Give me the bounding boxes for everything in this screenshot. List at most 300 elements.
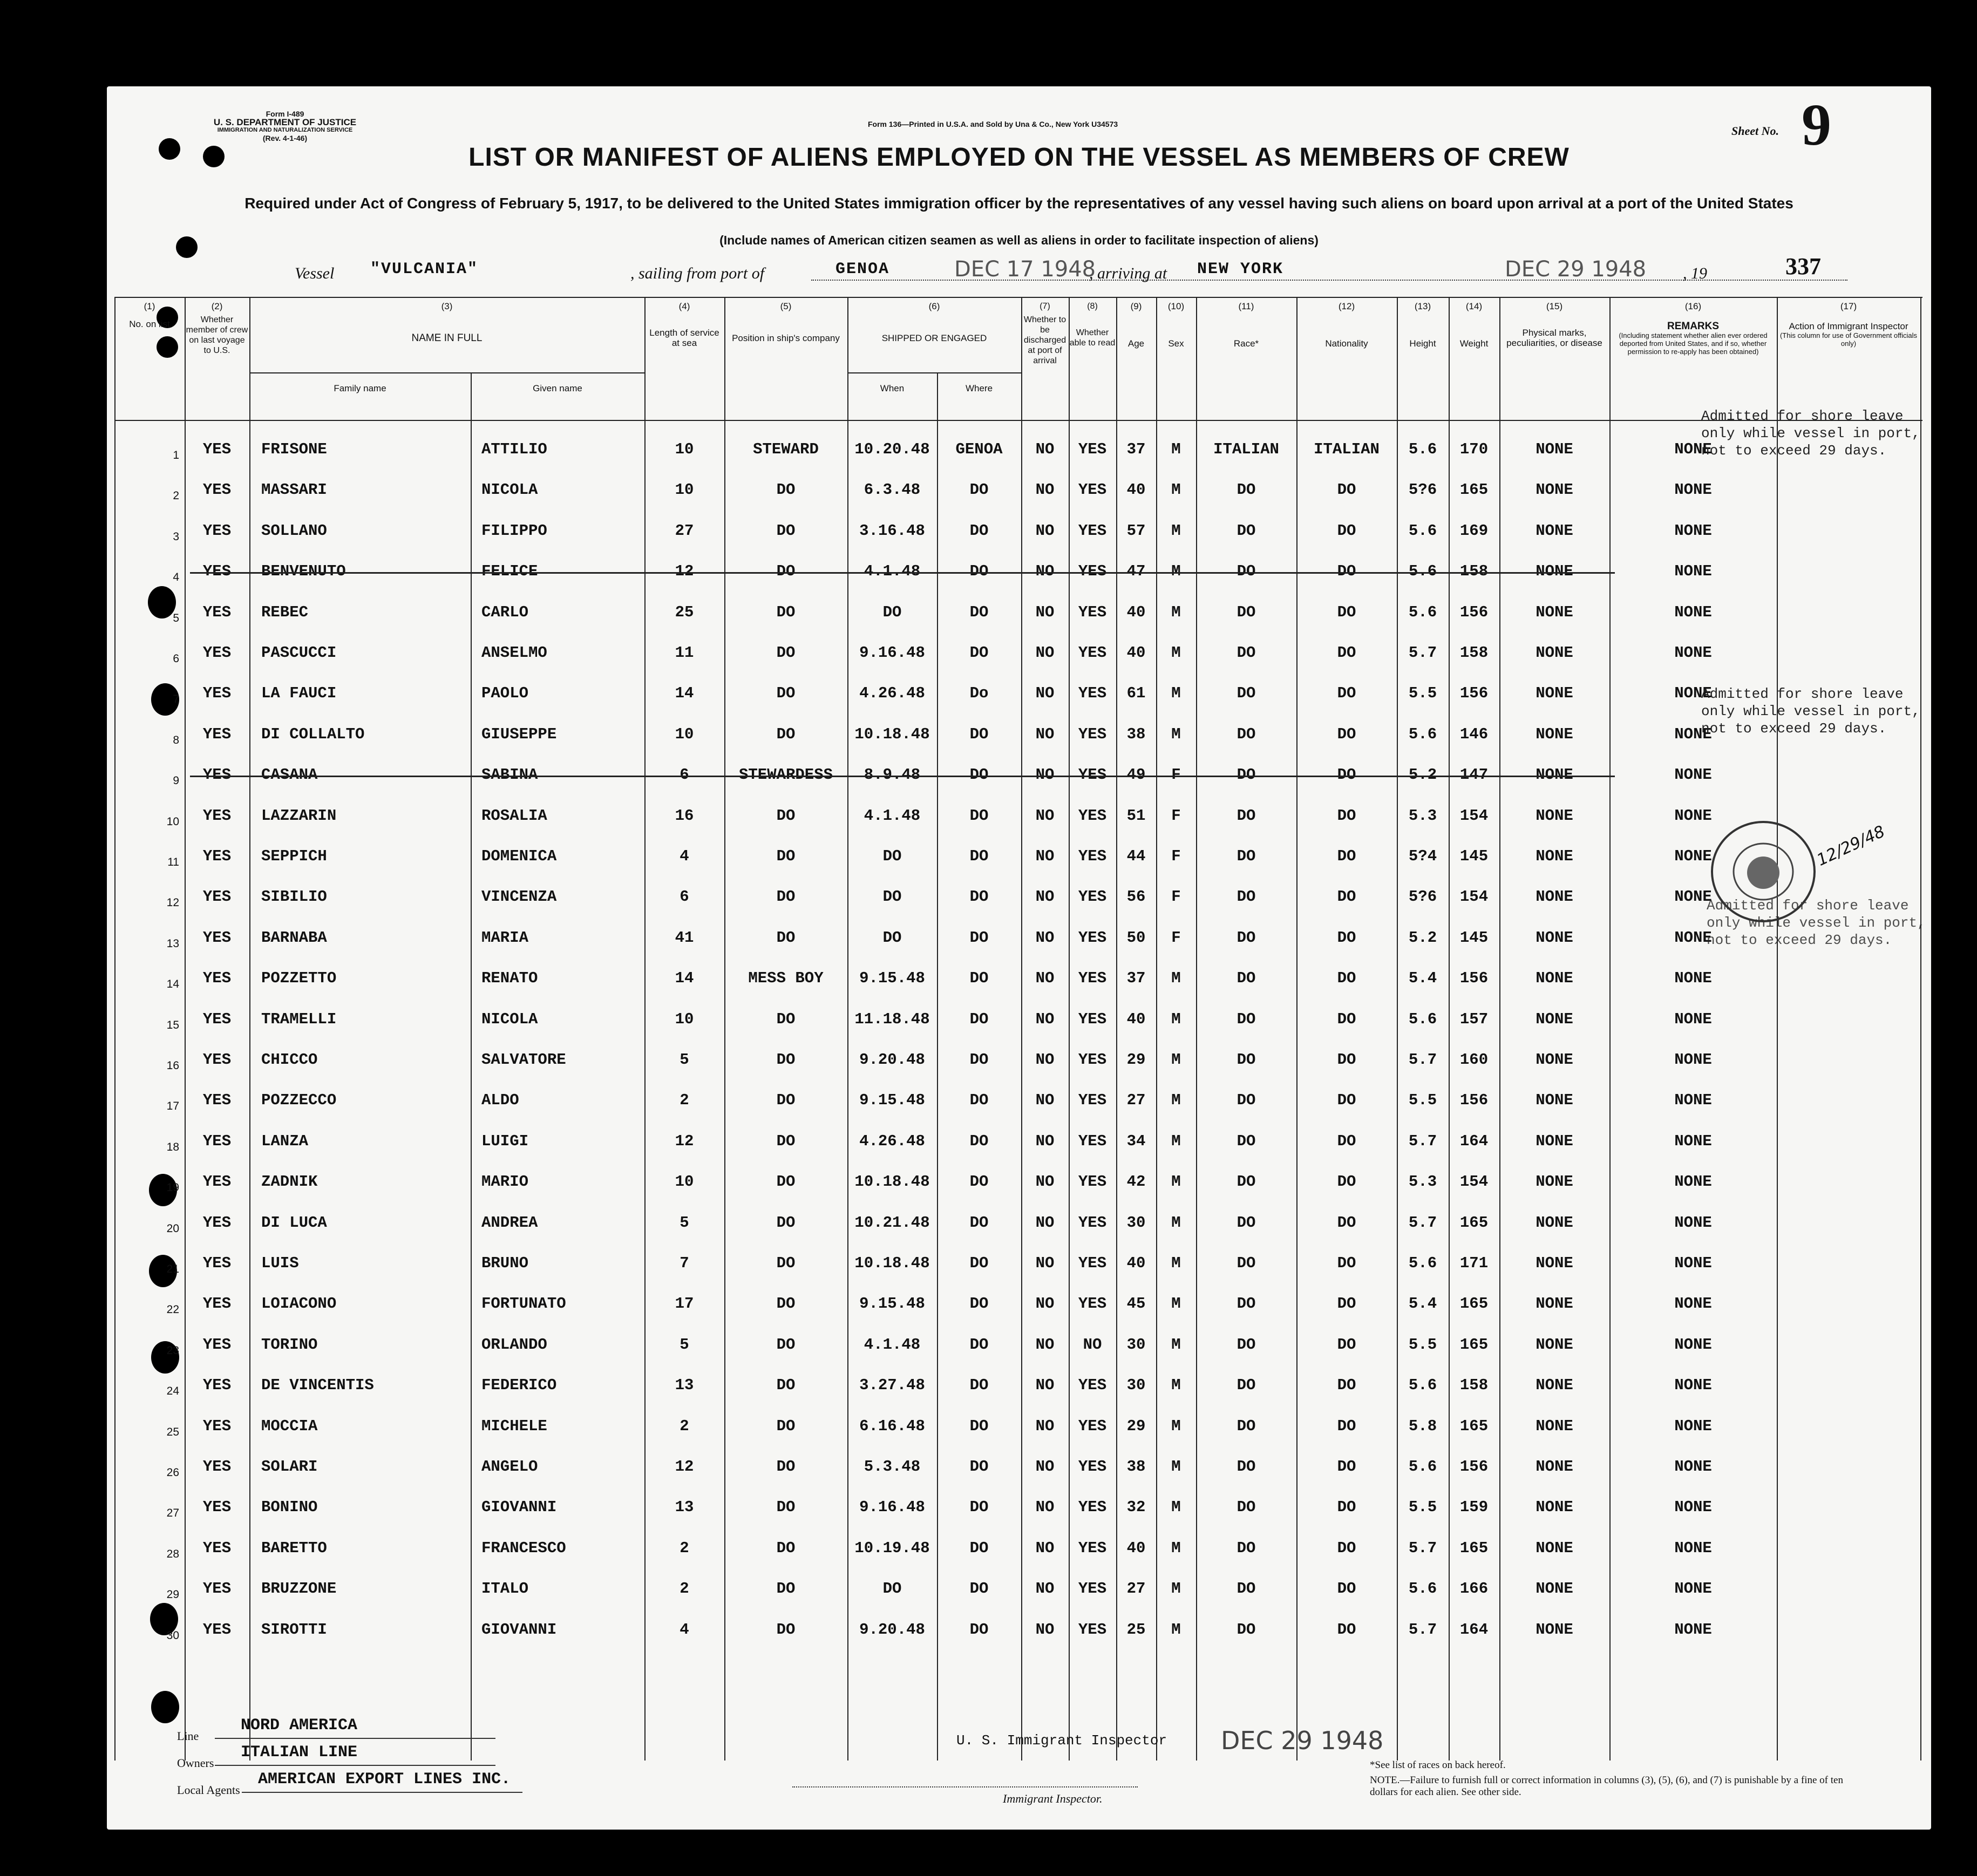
- row-number: 12: [166, 896, 179, 909]
- cell-position: DO: [776, 806, 796, 825]
- cell-remarks: NONE: [1674, 1417, 1712, 1435]
- row-number: 10: [166, 815, 179, 828]
- cell-given: DOMENICA: [481, 847, 557, 865]
- cell-height: 5.2: [1408, 928, 1437, 947]
- cell-race: DO: [1237, 1620, 1256, 1639]
- cell-family: BONINO: [261, 1498, 318, 1517]
- cell-height: 5.5: [1408, 1498, 1437, 1517]
- table-row: [114, 1203, 1922, 1243]
- cell-family: LA FAUCI: [261, 684, 337, 703]
- cell-family: BENVENUTO: [261, 562, 346, 581]
- cell-disch: NO: [1035, 521, 1055, 540]
- cell-sex: M: [1171, 481, 1181, 499]
- cell-read: YES: [1078, 1376, 1107, 1395]
- cell-crew: YES: [202, 1091, 232, 1110]
- cell-race: DO: [1237, 1213, 1256, 1232]
- cell-position: DO: [776, 1539, 796, 1557]
- cell-when: 9.15.48: [859, 1091, 925, 1110]
- cell-service: 41: [675, 928, 694, 947]
- cell-weight: 145: [1459, 928, 1489, 947]
- cell-disch: NO: [1035, 1458, 1055, 1476]
- cell-nat: DO: [1337, 1539, 1356, 1557]
- cell-position: MESS BOY: [748, 969, 824, 988]
- cell-remarks: NONE: [1674, 521, 1712, 540]
- col-10-header: (10) Sex: [1167, 301, 1185, 349]
- cell-height: 5.4: [1408, 1295, 1437, 1313]
- cell-remarks: NONE: [1674, 1498, 1712, 1517]
- cell-position: DO: [776, 1376, 796, 1395]
- cell-crew: YES: [202, 1580, 232, 1598]
- cell-nat: DO: [1337, 481, 1356, 499]
- row-number: 20: [166, 1222, 179, 1235]
- col-9-header: (9) Age: [1127, 301, 1145, 349]
- cell-sex: M: [1171, 1620, 1181, 1639]
- cell-marks: NONE: [1536, 766, 1573, 784]
- cell-where: DO: [969, 888, 989, 906]
- cell-height: 5.7: [1408, 1620, 1437, 1639]
- cell-race: DO: [1237, 603, 1256, 621]
- cell-crew: YES: [202, 1010, 232, 1028]
- cell-race: DO: [1237, 1295, 1256, 1313]
- table-row: [114, 715, 1922, 755]
- cell-nat: DO: [1337, 1376, 1356, 1395]
- cell-service: 10: [675, 481, 694, 499]
- cell-marks: NONE: [1536, 1620, 1573, 1639]
- cell-age: 40: [1126, 1539, 1146, 1557]
- cell-family: DI COLLALTO: [261, 725, 365, 743]
- cell-crew: YES: [202, 1620, 232, 1639]
- cell-race: DO: [1237, 888, 1256, 906]
- cell-race: DO: [1237, 725, 1256, 743]
- cell-family: PASCUCCI: [261, 644, 337, 662]
- col-5-header: (5) Position in ship's company: [732, 301, 840, 343]
- cell-given: RENATO: [481, 969, 538, 988]
- cell-when: 9.16.48: [859, 1498, 925, 1517]
- cell-nat: DO: [1337, 1458, 1356, 1476]
- official-seal-stamp: [1699, 807, 1839, 936]
- line-label: Line: [177, 1729, 199, 1743]
- agents-value: AMERICAN EXPORT LINES INC.: [258, 1770, 511, 1789]
- cell-marks: NONE: [1536, 725, 1573, 743]
- cell-crew: YES: [202, 806, 232, 825]
- cell-read: YES: [1078, 1498, 1107, 1517]
- cell-weight: 169: [1459, 521, 1489, 540]
- cell-given: SALVATORE: [481, 1051, 566, 1069]
- cell-read: YES: [1078, 1213, 1107, 1232]
- cell-age: 47: [1126, 562, 1146, 581]
- cell-remarks: NONE: [1674, 1091, 1712, 1110]
- cell-race: DO: [1237, 1539, 1256, 1557]
- cell-marks: NONE: [1536, 1213, 1573, 1232]
- col-12-header: (12) Nationality: [1325, 301, 1368, 349]
- cell-service: 10: [675, 725, 694, 743]
- cell-given: BRUNO: [481, 1254, 529, 1272]
- cell-position: DO: [776, 1132, 796, 1150]
- cell-weight: 156: [1459, 603, 1489, 621]
- cell-sex: F: [1171, 928, 1181, 947]
- cell-where: DO: [969, 806, 989, 825]
- cell-when: 6.3.48: [864, 481, 921, 499]
- cell-nat: DO: [1337, 684, 1356, 703]
- cell-sex: F: [1171, 766, 1181, 784]
- inspector-date: DEC 29 1948: [1221, 1726, 1384, 1755]
- cell-sex: M: [1171, 1458, 1181, 1476]
- inspector-signature-label: Immigrant Inspector.: [1003, 1792, 1103, 1805]
- cell-position: DO: [776, 1620, 796, 1639]
- table-row: [114, 796, 1922, 837]
- when-header: When: [880, 383, 905, 393]
- table-row: [114, 1569, 1922, 1609]
- cell-sex: F: [1171, 847, 1181, 865]
- cell-nat: DO: [1337, 521, 1356, 540]
- cell-family: SEPPICH: [261, 847, 327, 865]
- cell-read: YES: [1078, 1132, 1107, 1150]
- cell-age: 37: [1126, 969, 1146, 988]
- row-number: 8: [173, 733, 179, 746]
- cell-family: SIBILIO: [261, 888, 327, 906]
- cell-remarks: NONE: [1674, 888, 1712, 906]
- cell-given: NICOLA: [481, 1010, 538, 1028]
- cell-disch: NO: [1035, 928, 1055, 947]
- cell-read: YES: [1078, 1254, 1107, 1272]
- cell-race: DO: [1237, 806, 1256, 825]
- cell-nat: DO: [1337, 888, 1356, 906]
- cell-nat: DO: [1337, 725, 1356, 743]
- cell-marks: NONE: [1536, 1458, 1573, 1476]
- row-number: 6: [173, 652, 179, 665]
- col-1-header: (1) No. on list: [129, 301, 170, 329]
- cell-height: 5.5: [1408, 1335, 1437, 1354]
- cell-read: YES: [1078, 847, 1107, 865]
- cell-position: DO: [776, 1458, 796, 1476]
- cell-race: DO: [1237, 521, 1256, 540]
- cell-age: 40: [1126, 603, 1146, 621]
- cell-crew: YES: [202, 1051, 232, 1069]
- cell-height: 5.7: [1408, 1132, 1437, 1150]
- cell-where: DO: [969, 1620, 989, 1639]
- cell-disch: NO: [1035, 969, 1055, 988]
- table-row: [114, 918, 1922, 959]
- cell-where: DO: [969, 1376, 989, 1395]
- cell-family: REBEC: [261, 603, 309, 621]
- cell-height: 5.7: [1408, 1213, 1437, 1232]
- cell-height: 5?6: [1408, 888, 1437, 906]
- cell-when: 9.20.48: [859, 1051, 925, 1069]
- table-row: [114, 593, 1922, 633]
- cell-race: ITALIAN: [1213, 440, 1279, 458]
- sailing-label: , sailing from port of: [630, 264, 765, 282]
- cell-weight: 160: [1459, 1051, 1489, 1069]
- revision: (Rev. 4-1-46): [262, 134, 308, 142]
- department: U. S. DEPARTMENT OF JUSTICE: [213, 117, 357, 127]
- cell-nat: DO: [1337, 1132, 1356, 1150]
- cell-given: SABINA: [481, 766, 538, 784]
- cell-race: DO: [1237, 1173, 1256, 1191]
- cell-read: NO: [1083, 1335, 1102, 1354]
- cell-remarks: NONE: [1674, 1051, 1712, 1069]
- cell-when: DO: [882, 1580, 902, 1598]
- cell-given: GIOVANNI: [481, 1620, 557, 1639]
- cell-remarks: NONE: [1674, 766, 1712, 784]
- cell-sex: M: [1171, 562, 1181, 581]
- cell-crew: YES: [202, 725, 232, 743]
- owners-label: Owners: [177, 1756, 214, 1770]
- table-row: [114, 959, 1922, 999]
- cell-weight: 147: [1459, 766, 1489, 784]
- cell-weight: 165: [1459, 1335, 1489, 1354]
- cell-service: 27: [675, 521, 694, 540]
- cell-sex: M: [1171, 1173, 1181, 1191]
- cell-position: DO: [776, 1295, 796, 1313]
- cell-weight: 156: [1459, 969, 1489, 988]
- cell-crew: YES: [202, 1173, 232, 1191]
- cell-height: 5.3: [1408, 1173, 1437, 1191]
- agents-label: Local Agents: [177, 1783, 240, 1797]
- cell-given: ANSELMO: [481, 644, 547, 662]
- cell-read: YES: [1078, 1010, 1107, 1028]
- table-row: [114, 1284, 1922, 1324]
- cell-position: DO: [776, 481, 796, 499]
- cell-disch: NO: [1035, 766, 1055, 784]
- cell-nat: DO: [1337, 1295, 1356, 1313]
- cell-nat: DO: [1337, 603, 1356, 621]
- cell-nat: DO: [1337, 1173, 1356, 1191]
- cell-family: TORINO: [261, 1335, 318, 1354]
- cell-remarks: NONE: [1674, 806, 1712, 825]
- cell-where: DO: [969, 562, 989, 581]
- cell-given: VINCENZA: [481, 888, 557, 906]
- cell-weight: 165: [1459, 1539, 1489, 1557]
- cell-weight: 156: [1459, 1091, 1489, 1110]
- cell-position: DO: [776, 725, 796, 743]
- cell-where: DO: [969, 725, 989, 743]
- cell-service: 25: [675, 603, 694, 621]
- cell-marks: NONE: [1536, 928, 1573, 947]
- cell-when: DO: [882, 847, 902, 865]
- cell-where: DO: [969, 1051, 989, 1069]
- cell-read: YES: [1078, 806, 1107, 825]
- cell-position: DO: [776, 1051, 796, 1069]
- cell-service: 13: [675, 1376, 694, 1395]
- cell-position: DO: [776, 888, 796, 906]
- cell-service: 14: [675, 684, 694, 703]
- cell-family: SIROTTI: [261, 1620, 327, 1639]
- cell-sex: M: [1171, 1417, 1181, 1435]
- cell-disch: NO: [1035, 1010, 1055, 1028]
- cell-sex: M: [1171, 644, 1181, 662]
- cell-race: DO: [1237, 1010, 1256, 1028]
- cell-nat: DO: [1337, 847, 1356, 865]
- row-number: 29: [166, 1588, 179, 1601]
- cell-weight: 170: [1459, 440, 1489, 458]
- row-number: 11: [167, 856, 179, 868]
- cell-sex: M: [1171, 1295, 1181, 1313]
- cell-height: 5.6: [1408, 603, 1437, 621]
- cell-when: 9.20.48: [859, 1620, 925, 1639]
- cell-service: 12: [675, 1132, 694, 1150]
- cell-read: YES: [1078, 644, 1107, 662]
- cell-race: DO: [1237, 1091, 1256, 1110]
- table-row: [114, 1080, 1922, 1121]
- cell-race: DO: [1237, 1051, 1256, 1069]
- cell-nat: DO: [1337, 1213, 1356, 1232]
- col-14-header: (14) Weight: [1459, 301, 1489, 349]
- cell-service: 13: [675, 1498, 694, 1517]
- cell-marks: NONE: [1536, 1132, 1573, 1150]
- cell-height: 5.6: [1408, 1580, 1437, 1598]
- cell-position: DO: [776, 644, 796, 662]
- cell-remarks: NONE: [1674, 1458, 1712, 1476]
- cell-weight: 158: [1459, 1376, 1489, 1395]
- table-row: [114, 1243, 1922, 1284]
- cell-height: 5.4: [1408, 969, 1437, 988]
- row-number: 7: [173, 693, 179, 706]
- cell-marks: NONE: [1536, 1091, 1573, 1110]
- cell-read: YES: [1078, 1458, 1107, 1476]
- cell-given: ORLANDO: [481, 1335, 547, 1354]
- cell-position: DO: [776, 1498, 796, 1517]
- cell-read: YES: [1078, 440, 1107, 458]
- row-number: 13: [166, 937, 179, 950]
- cell-where: DO: [969, 847, 989, 865]
- cell-age: 51: [1126, 806, 1146, 825]
- cell-crew: YES: [202, 1539, 232, 1557]
- cell-given: LUIGI: [481, 1132, 529, 1150]
- cell-age: 37: [1126, 440, 1146, 458]
- cell-race: DO: [1237, 562, 1256, 581]
- cell-sex: M: [1171, 1498, 1181, 1517]
- table-row: [114, 755, 1922, 796]
- cell-given: ROSALIA: [481, 806, 547, 825]
- cell-when: 11.18.48: [854, 1010, 930, 1028]
- cell-when: 8.9.48: [864, 766, 921, 784]
- cell-crew: YES: [202, 644, 232, 662]
- cell-age: 49: [1126, 766, 1146, 784]
- cell-weight: 145: [1459, 847, 1489, 865]
- cell-age: 29: [1126, 1051, 1146, 1069]
- row-number: 9: [173, 774, 179, 787]
- cell-service: 10: [675, 1010, 694, 1028]
- cell-age: 34: [1126, 1132, 1146, 1150]
- cell-given: NICOLA: [481, 481, 538, 499]
- cell-sex: M: [1171, 1091, 1181, 1110]
- row-number: 5: [173, 611, 179, 624]
- cell-sex: M: [1171, 1051, 1181, 1069]
- cell-weight: 156: [1459, 1458, 1489, 1476]
- cell-service: 7: [680, 1254, 689, 1272]
- cell-race: DO: [1237, 766, 1256, 784]
- cell-given: FILIPPO: [481, 521, 547, 540]
- table-row: [114, 1162, 1922, 1202]
- cell-weight: 156: [1459, 684, 1489, 703]
- cell-family: SOLLANO: [261, 521, 327, 540]
- cell-crew: YES: [202, 969, 232, 988]
- arrival-date: DEC 29 1948: [1505, 257, 1647, 282]
- row-number: 22: [166, 1303, 179, 1316]
- row-number: 19: [166, 1181, 179, 1194]
- cell-disch: NO: [1035, 603, 1055, 621]
- cell-given: FELICE: [481, 562, 538, 581]
- cell-given: ANGELO: [481, 1458, 538, 1476]
- cell-service: 2: [680, 1539, 689, 1557]
- cell-nat: DO: [1337, 1498, 1356, 1517]
- row-number: 17: [166, 1100, 179, 1113]
- cell-disch: NO: [1035, 684, 1055, 703]
- cell-read: YES: [1078, 1295, 1107, 1313]
- row-number: 27: [166, 1507, 179, 1520]
- cell-remarks: NONE: [1674, 1173, 1712, 1191]
- cell-service: 5: [680, 1051, 689, 1069]
- cell-height: 5.7: [1408, 1051, 1437, 1069]
- cell-given: ANDREA: [481, 1213, 538, 1232]
- cell-remarks: NONE: [1674, 562, 1712, 581]
- cell-age: 30: [1126, 1376, 1146, 1395]
- cell-disch: NO: [1035, 1254, 1055, 1272]
- cell-weight: 165: [1459, 481, 1489, 499]
- cell-sex: M: [1171, 1254, 1181, 1272]
- cell-age: 61: [1126, 684, 1146, 703]
- cell-where: DO: [969, 1173, 989, 1191]
- cell-age: 30: [1126, 1213, 1146, 1232]
- cell-position: DO: [776, 928, 796, 947]
- cell-remarks: NONE: [1674, 1580, 1712, 1598]
- cell-where: DO: [969, 1213, 989, 1232]
- cell-weight: 158: [1459, 562, 1489, 581]
- cell-marks: NONE: [1536, 1295, 1573, 1313]
- cell-height: 5.7: [1408, 1539, 1437, 1557]
- cell-service: 6: [680, 766, 689, 784]
- vessel-name: "VULCANIA": [370, 260, 479, 278]
- cell-race: DO: [1237, 644, 1256, 662]
- cell-family: DI LUCA: [261, 1213, 327, 1232]
- cell-where: GENOA: [955, 440, 1003, 458]
- table-row: [114, 1121, 1922, 1162]
- cell-when: 3.27.48: [859, 1376, 925, 1395]
- row-number: 1: [173, 449, 179, 461]
- cell-marks: NONE: [1536, 806, 1573, 825]
- cell-service: 12: [675, 562, 694, 581]
- cell-when: DO: [882, 888, 902, 906]
- cell-disch: NO: [1035, 888, 1055, 906]
- cell-remarks: NONE: [1674, 1254, 1712, 1272]
- cell-when: DO: [882, 603, 902, 621]
- cell-read: YES: [1078, 725, 1107, 743]
- row-number: 30: [166, 1629, 179, 1642]
- cell-when: 10.20.48: [854, 440, 930, 458]
- form-block: [188, 110, 382, 142]
- cell-weight: 154: [1459, 888, 1489, 906]
- cell-remarks: NONE: [1674, 440, 1712, 458]
- cell-given: FORTUNATO: [481, 1295, 566, 1313]
- cell-position: DO: [776, 1335, 796, 1354]
- cell-crew: YES: [202, 766, 232, 784]
- table-row: [114, 1487, 1922, 1528]
- cell-where: DO: [969, 1580, 989, 1598]
- cell-remarks: NONE: [1674, 1376, 1712, 1395]
- departure-date: DEC 17 1948: [954, 257, 1096, 282]
- cell-weight: 164: [1459, 1620, 1489, 1639]
- cell-position: DO: [776, 1254, 796, 1272]
- cell-given: MARIA: [481, 928, 529, 947]
- cell-age: 29: [1126, 1417, 1146, 1435]
- cell-where: DO: [969, 644, 989, 662]
- cell-nat: DO: [1337, 562, 1356, 581]
- cell-given: FEDERICO: [481, 1376, 557, 1395]
- cell-weight: 171: [1459, 1254, 1489, 1272]
- cell-crew: YES: [202, 562, 232, 581]
- cell-where: DO: [969, 928, 989, 947]
- cell-read: YES: [1078, 521, 1107, 540]
